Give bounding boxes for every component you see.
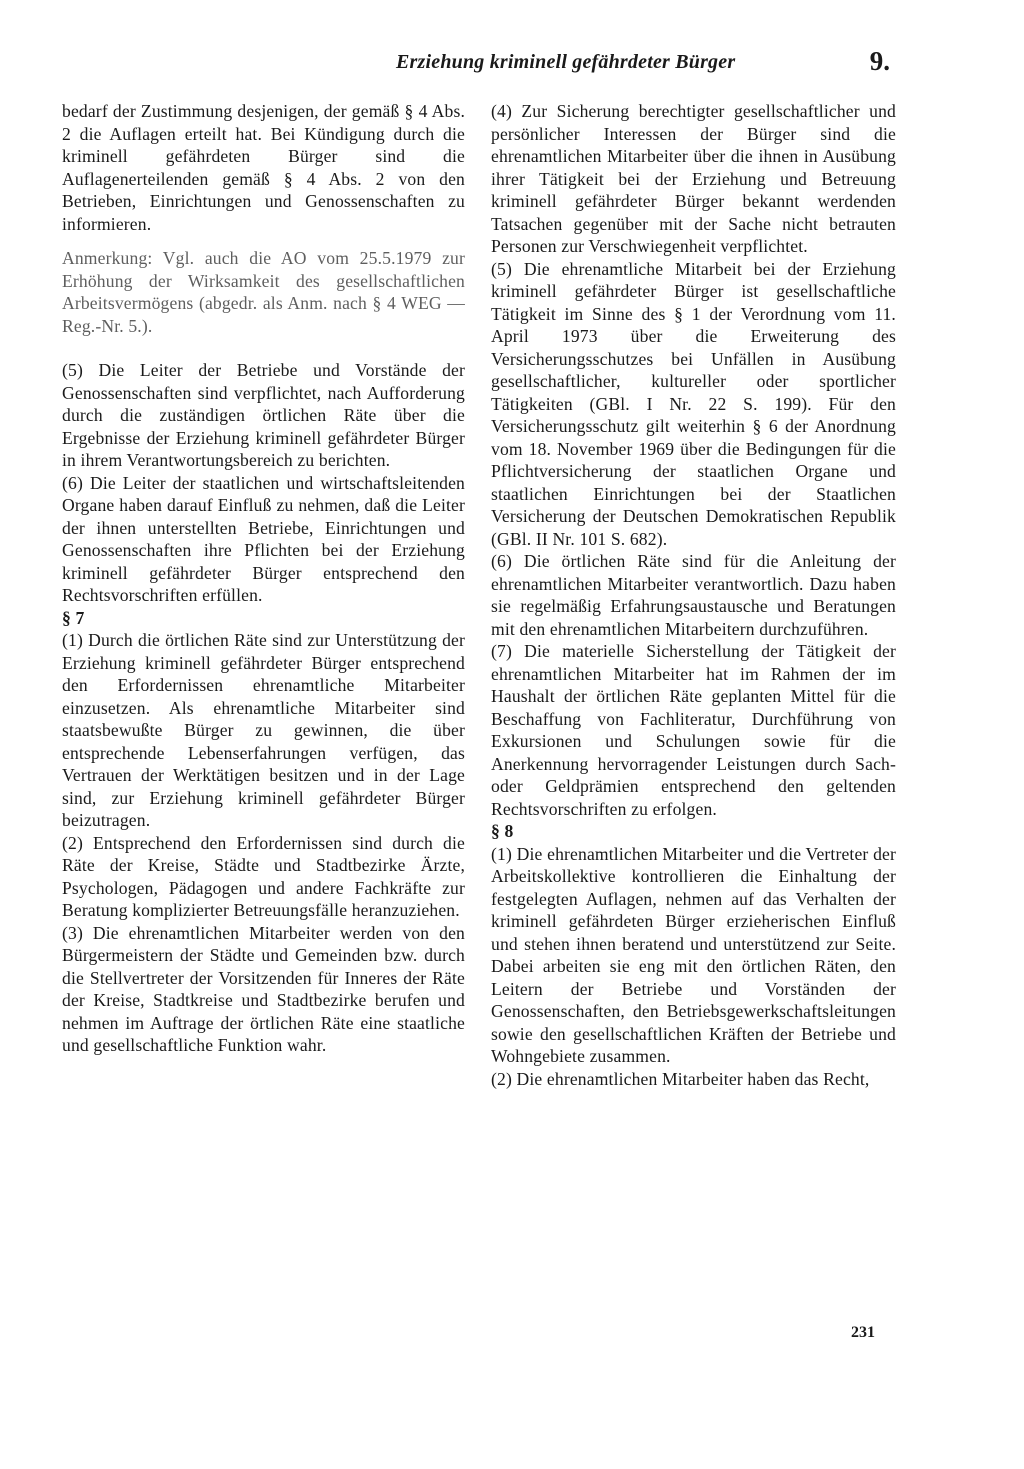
- chapter-number: 9.: [869, 46, 890, 76]
- section-8-paragraph-1: (1) Die ehrenamtlichen Mitarbeiter und die Vertreter der Arbeitskollektive kontrollieren die Einhaltung der festgelegten Auflagen, nehmen auf das Verhalten der kriminell gefährdeten Bürger erzieherischen Einfluß und stehen ihnen beratend und unterstützend zur Seite. Dabei arbeiten sie eng mit den örtlichen Räten, den Leitern der Betriebe und Vorständen der Genossenschaften, den Betriebsgewerkschaftsleitungen sowie den gesellschaftlichen Kräften der Betriebe und Wohngebiete zusammen.: [491, 843, 896, 1066]
- annotation-note: Anmerkung: Vgl. auch die AO vom 25.5.1979 zur Erhöhung der Wirksamkeit des gesellschaftlichen Arbeitsvermögens (abgedr. als Anm. nach § 4 WEG — Reg.-Nr. 5.).: [62, 248, 465, 336]
- left-column: [62, 100, 465, 1057]
- right-column: [491, 100, 896, 1090]
- paragraph-continuation: bedarf der Zustimmung desjenigen, der gemäß § 4 Abs. 2 die Auflagen erteilt hat. Bei Kündigung durch die kriminell gefährdeten Bürger sind die Auflagenerteilenden gemäß § 4 Abs. 2 von den Betrieben, Einrichtungen und Genossenschaften zu informieren.: [62, 101, 465, 234]
- running-header-title: Erziehung kriminell gefährdeter Bürger: [396, 51, 736, 73]
- paragraph-4: (4) Zur Sicherung berechtigter gesellschaftlicher und persönlicher Interessen der Bürger sind die ehrenamtlichen Mitarbeiter über die ihnen in Ausübung ihrer Tätigkeit bei der Erziehung und Betreuung kriminell gefährdeter Bürger bekannt werdenden Tatsachen gegenüber mit der Sache nicht betrauten Personen zur Verschwiegenheit verpflichtet.: [491, 101, 896, 256]
- section-heading-7: § 7: [62, 607, 85, 628]
- section-heading-8: § 8: [491, 821, 514, 841]
- paragraph-5: (5) Die ehrenamtliche Mitarbeit bei der Erziehung kriminell gefährdeter Bürger ist gesellschaftliche Tätigkeit im Sinne des § 1 der Verordnung vom 11. April 1973 über die Erweiterung des Versicherungsschutzes bei Unfällen in Ausübung gesellschaftlicher, kultureller oder sportlicher Tätigkeiten (GBl. I Nr. 22 S. 199). Für den Versicherungsschutz gilt weiterhin § 6 der Anordnung vom 18. November 1969 über die Bedingungen für die Pflichtversicherung der staatlichen Organe und staatlichen Einrichtungen bei der Staatlichen Versicherung der Deutschen Demokratischen Republik (GBl. II Nr. 101 S. 682).: [491, 258, 896, 549]
- paragraph-6: (6) Die Leiter der staatlichen und wirtschaftsleitenden Organe haben darauf Einfluß zu nehmen, daß die Leiter der ihnen unterstellten Betriebe, Einrichtungen und Genossenschaften ihre Pflichten bei der Erziehung kriminell gefährdeter Bürger entsprechend den Rechtsvorschriften erfüllen.: [62, 472, 465, 605]
- running-header: [396, 48, 896, 82]
- section-7-paragraph-3: (3) Die ehrenamtlichen Mitarbeiter werden von den Bürgermeistern der Städte und Gemeinden bzw. durch die Stellvertreter der Vorsitzenden für Inneres der Räte der Kreise, Stadtkreise und Stadtbezirke berufen und nehmen im Auftrage der örtlichen Räte eine staatliche und gesellschaftliche Funktion wahr.: [62, 922, 465, 1055]
- paragraph-5: (5) Die Leiter der Betriebe und Vorstände der Genossenschaften sind verpflichtet, nach Aufforderung durch die zuständigen örtlichen Räte über die Ergebnisse der Erziehung kriminell gefährdeter Bürger in ihrem Verantwortungsbereich zu berichten.: [62, 360, 465, 470]
- section-8-paragraph-2: (2) Die ehrenamtlichen Mitarbeiter haben das Recht,: [491, 1068, 870, 1089]
- section-7-paragraph-2: (2) Entsprechend den Erfordernissen sind durch die Räte der Kreise, Städte und Stadtbezirke Ärzte, Psychologen, Pädagogen und andere Fachkräfte zur Beratung komplizierter Betreuungsfälle heranzuziehen.: [62, 832, 465, 920]
- paragraph-6: (6) Die örtlichen Räte sind für die Anleitung der ehrenamtlichen Mitarbeiter verantwortlich. Dazu haben sie regelmäßig Erfahrungsaustausche und Beratungen mit den ehrenamtlichen Mitarbeitern durchzuführen.: [491, 551, 896, 639]
- section-7-paragraph-1: (1) Durch die örtlichen Räte sind zur Unterstützung der Erziehung kriminell gefährdeter Bürger entsprechend den Erfordernissen ehrenamtliche Mitarbeiter einzusetzen. Als ehrenamtliche Mitarbeiter sind staatsbewußte Bürger zu gewinnen, die über entsprechende Lebenserfahrungen verfügen, das Vertrauen der Werktätigen besitzen und in der Lage sind, zur Erziehung kriminell gefährdeter Bürger beizutragen.: [62, 630, 465, 830]
- page-number: 231: [851, 1324, 875, 1341]
- paragraph-7: (7) Die materielle Sicherstellung der Tätigkeit der ehrenamtlichen Mitarbeiter hat im Rahmen der im Haushalt der örtlichen Räte geplanten Mittel für die Beschaffung von Fachliteratur, Durchführung von Exkursionen und Schulungen sowie für die Anerkennung hervorragender Leistungen durch Sach- oder Geldprämien entsprechend den geltenden Rechtsvorschriften zu erfolgen.: [491, 641, 896, 819]
